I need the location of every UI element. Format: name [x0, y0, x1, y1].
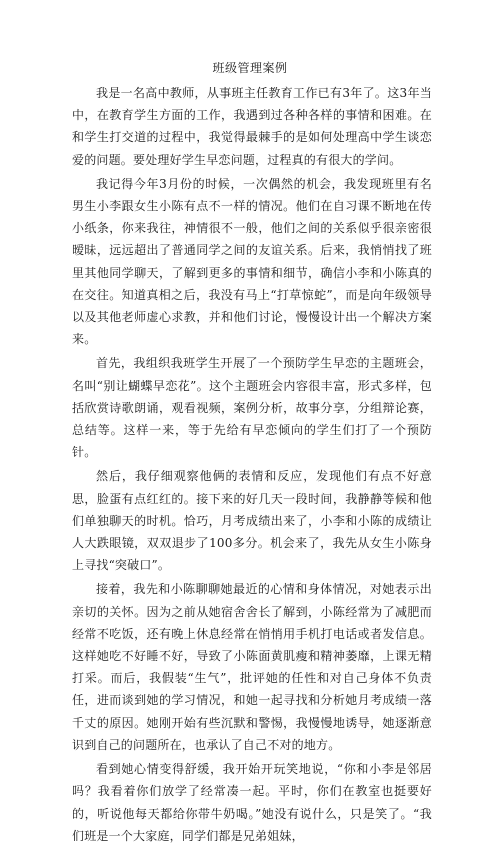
paragraph-conversation: 看到她心情变得舒缓，我开始开玩笑地说，“你和小李是邻居吗？我看着你们放学了经常凑一起。平时，你们在教室也挺要好的，听说他每天都给你带牛奶喝。”她没有说什么，只是笑了。“我们班是一个大家庭，同学们都是兄弟姐妹， — [72, 762, 432, 843]
document-title: 班级管理案例 — [212, 61, 288, 75]
paragraph-class-meeting: 首先，我组织我班学生开展了一个预防学生早恋的主题班会，名叫“别让蝴蝶早恋花”。这个主题班会内容很丰富，形式多样，包括欣赏诗歌朗诵，观看视频，案例分析，故事分享，分组辩论赛，总结等。这样一来，等于先给有早恋倾向的学生们打了一个预防针。 — [72, 356, 432, 460]
paragraph-discovery: 我记得今年3月份的时候，一次偶然的机会，我发现班里有名男生小李跟女生小陈有点不一样的情况。他们在自习课不断地在传小纸条，你来我往，神情很不一般，他们之间的关系似乎很亲密很暧昧，远远超出了普通同学之间的友谊关系。后来，我悄悄找了班里其他同学聊天，了解到更多的事情和细节，确信小李和小陈真的在交往。知道真相之后，我没有马上“打草惊蛇”，而是向年级领导以及其他老师虚心求教，并和他们讨论，慢慢设计出一个解决方案来。 — [72, 176, 432, 347]
document-body — [72, 82, 432, 849]
paragraph-intro: 我是一名高中教师，从事班主任教育工作已有3年了。这3年当中，在教育学生方面的工作，我遇到过各种各样的事情和困难。在和学生打交道的过程中，我觉得最棘手的是如何处理高中学生谈恋爱的问题。要处理好学生早恋问题，过程真的有很大的学问。 — [72, 86, 432, 167]
paragraph-talk: 接着，我先和小陈聊聊她最近的心情和身体情况，对她表示出亲切的关怀。因为之前从她宿舍舍长了解到，小陈经常为了减肥而经常不吃饭，还有晚上休息经常在悄悄用手机打电话或者发信息。这样她吃不好睡不好，导致了小陈面黄肌瘦和精神萎靡，上课无精打采。而后，我假装“生气”，批评她的任性和对自己身体不负责任，进而谈到她的学习情况，和她一起寻找和分析她月考成绩一落千丈的原因。她刚开始有些沉默和警惕，我慢慢地诱导，她逐渐意识到自己的问题所在，也承认了自己不对的地方。 — [72, 582, 432, 752]
paragraph-observation: 然后，我仔细观察他俩的表情和反应，发现他们有点不好意思，脸蛋有点红红的。接下来的好几天一段时间，我静静等候和他们单独聊天的时机。恰巧，月考成绩出来了，小李和小陈的成绩让人大跌眼镜，双双退步了100多分。机会来了，我先从女生小陈身上寻找“突破口”。 — [72, 469, 432, 573]
